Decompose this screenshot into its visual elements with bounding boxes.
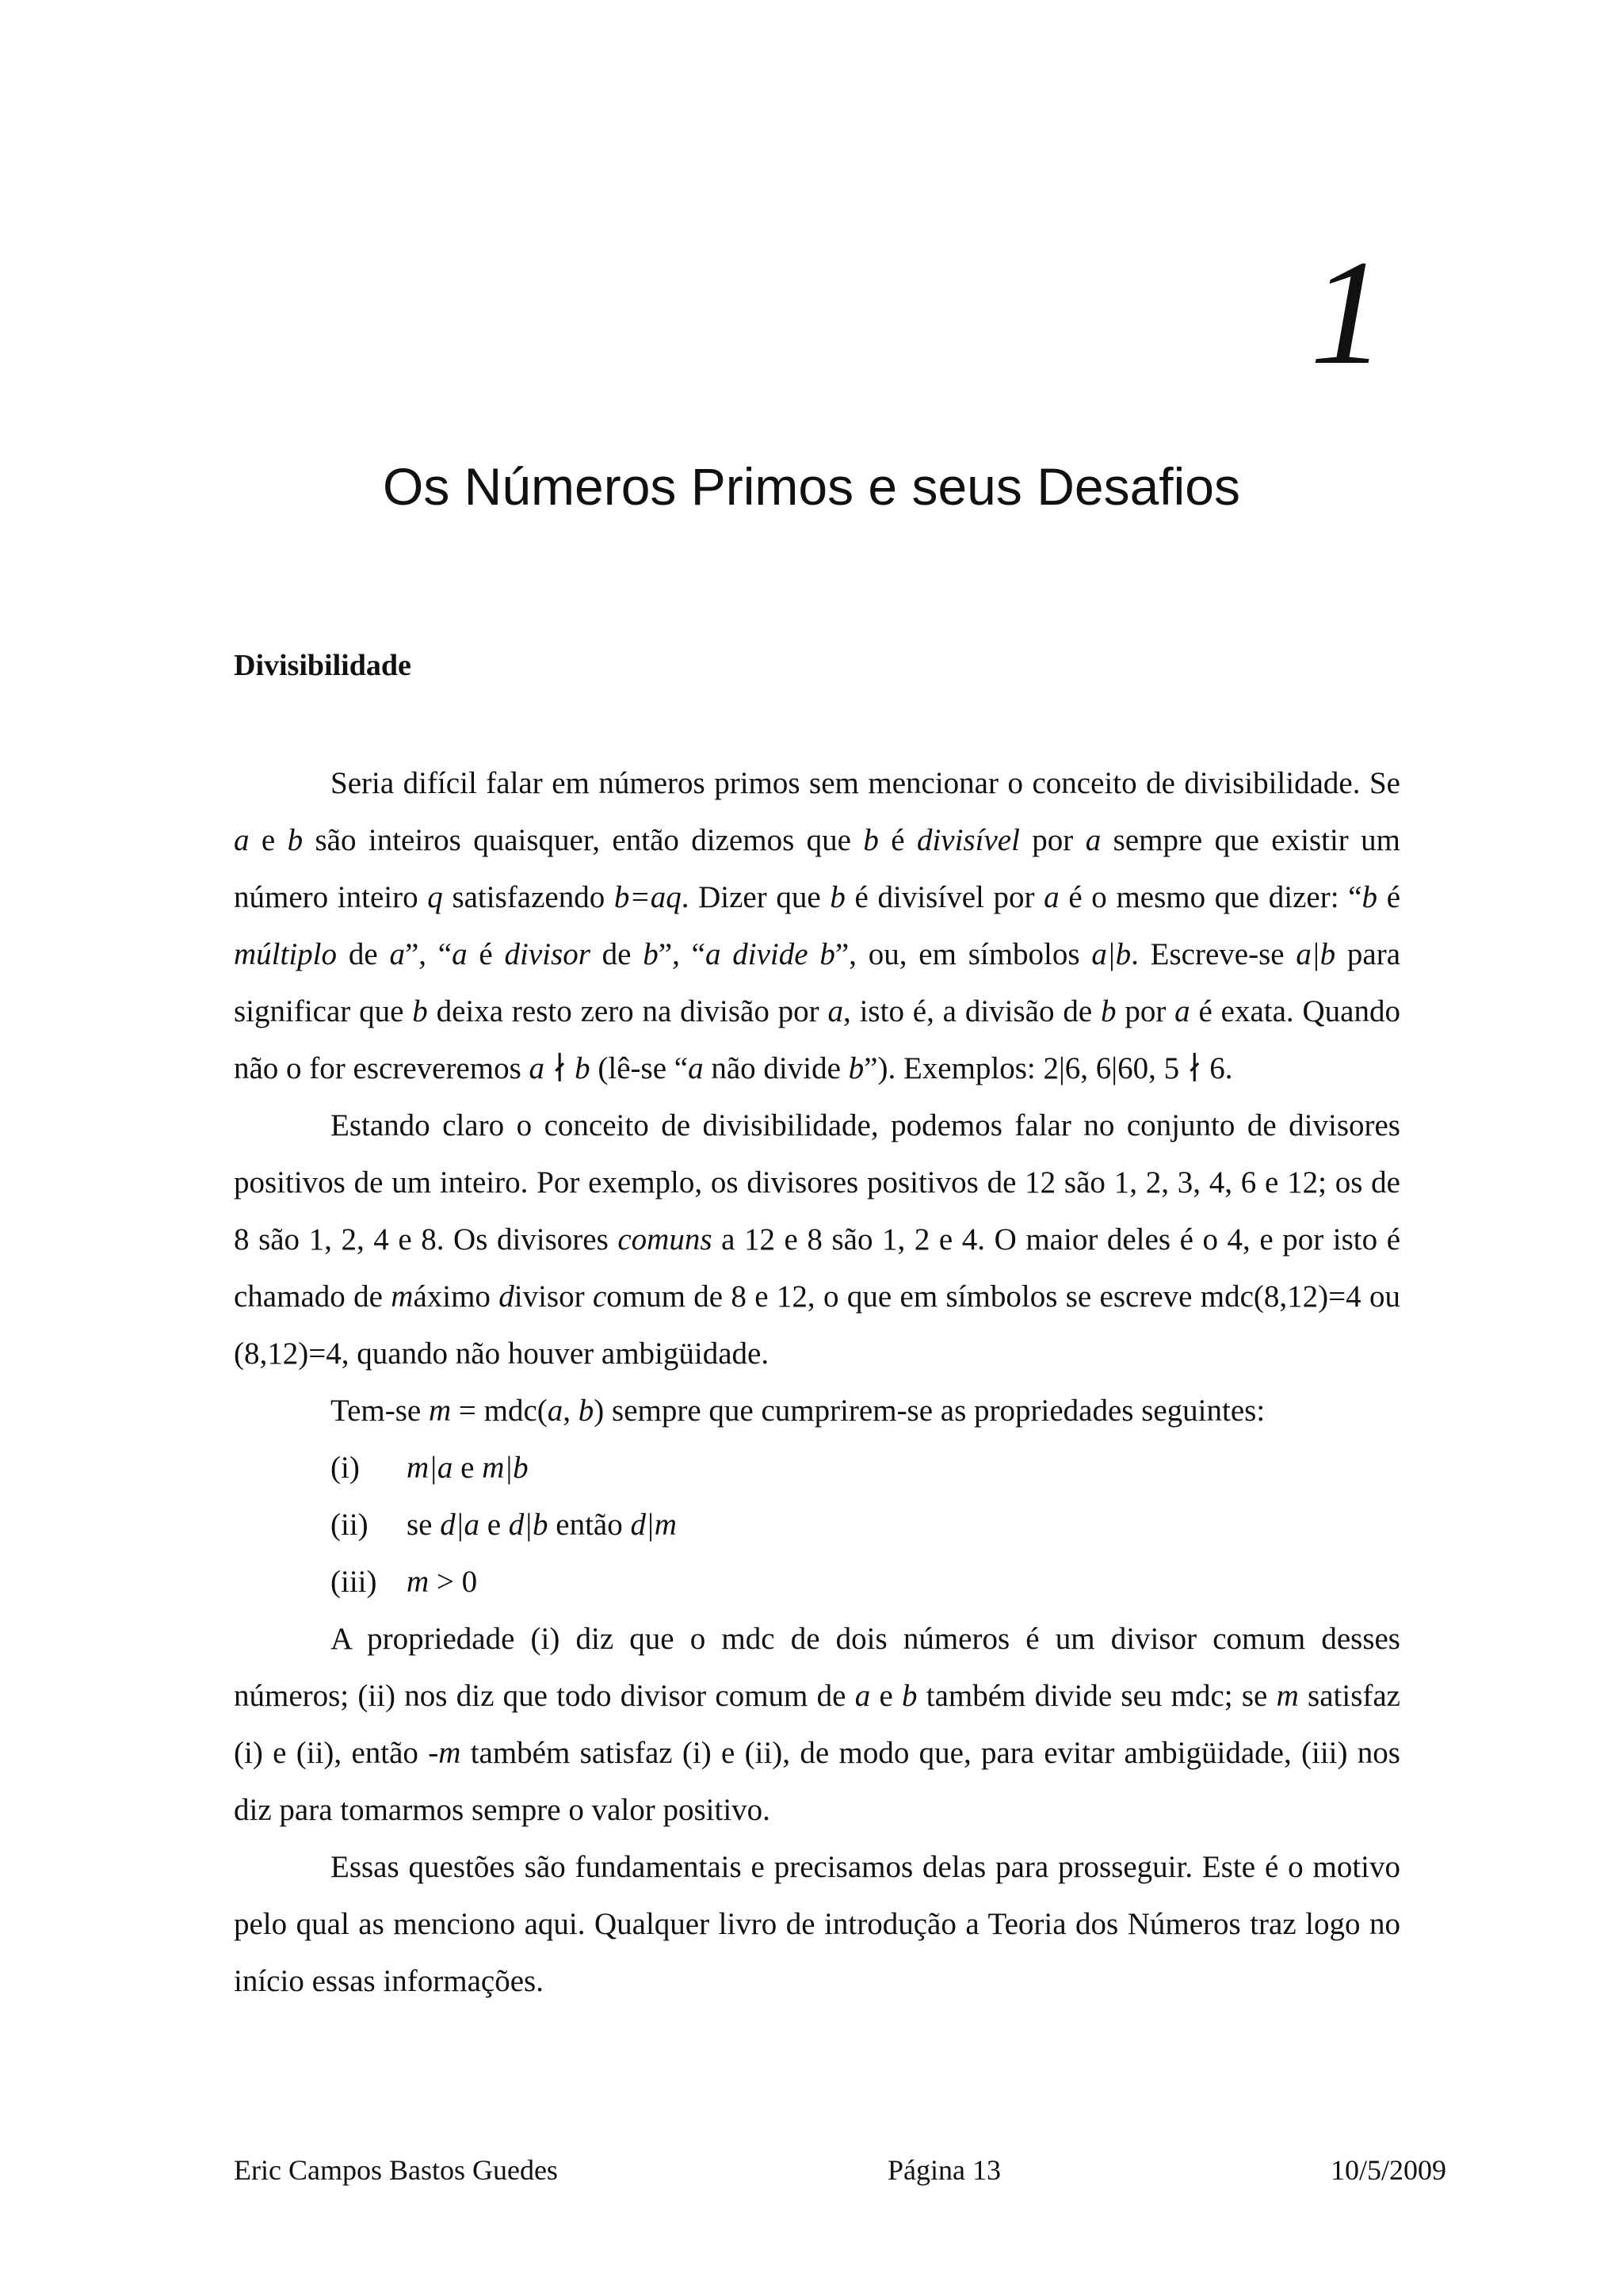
- footer-page-number: Página 13: [887, 2154, 1001, 2186]
- body-text: [234, 755, 1400, 2010]
- footer-date: 10/5/2009: [1330, 2154, 1446, 2186]
- chapter-title: Os Números Primos e seus Desafios: [382, 457, 1240, 516]
- section-heading: Divisibilidade: [234, 649, 411, 682]
- paragraph-mdc-properties-intro: Tem-se m = mdc(a, b) sempre que cumprirem-se as propriedades seguintes:: [330, 1394, 1266, 1428]
- page-footer: [234, 2153, 1446, 2187]
- paragraph-divisibility-definition: Seria difícil falar em números primos sem mencionar o conceito de divisibilidade. Se a e b são inteiros quaisquer, então dizemos que b é divisível por a sempre que existir um número inteiro q satisfazendo b=aq. Dizer que b é divisível por a é o mesmo que dizer: “b é múltiplo de a”, “a é divisor de b”, “a divide b”, ou, em símbolos a|b. Escreve-se a|b para significar que b deixa resto zero na divisão por a, isto é, a divisão de b por a é exata. Quando não o for escreveremos a ∤ b (lê-se “a não divide b”). Exemplos: 2|6, 6|60, 5 ∤ 6.: [234, 766, 1401, 1085]
- paragraph-properties-explanation: A propriedade (i) diz que o mdc de dois números é um divisor comum desses números; (ii) nos diz que todo divisor comum de a e b também divide seu mdc; se m satisfaz (i) e (ii), então -m também satisfaz (i) e (ii), de modo que, para evitar ambigüidade, (iii) nos diz para tomarmos sempre o valor positivo.: [234, 1622, 1400, 1827]
- paragraph-positive-divisors: Estando claro o conceito de divisibilidade, podemos falar no conjunto de divisores positivos de um inteiro. Por exemplo, os divisores positivos de 12 são 1, 2, 3, 4, 6 e 12; os de 8 são 1, 2, 4 e 8. Os divisores comuns a 12 e 8 são 1, 2 e 4. O maior deles é o 4, e por isto é chamado de máximo divisor comum de 8 e 12, o que em símbolos se escreve mdc(8,12)=4 ou (8,12)=4, quando não houver ambigüidade.: [234, 1108, 1401, 1371]
- paragraph-closing: Essas questões são fundamentais e precisamos delas para prosseguir. Este é o motivo pelo qual as menciono aqui. Qualquer livro de introdução a Teoria dos Números traz logo no início essas informações.: [234, 1850, 1400, 1998]
- chapter-number: 1: [1310, 230, 1385, 396]
- properties-list: [234, 1440, 1400, 1611]
- footer-author: Eric Campos Bastos Guedes: [234, 2154, 558, 2186]
- property-item: (ii) se d|a e d|b então d|m: [330, 1508, 677, 1542]
- property-item: (iii) m > 0: [330, 1565, 478, 1599]
- property-item: (i) m|a e m|b: [330, 1451, 529, 1485]
